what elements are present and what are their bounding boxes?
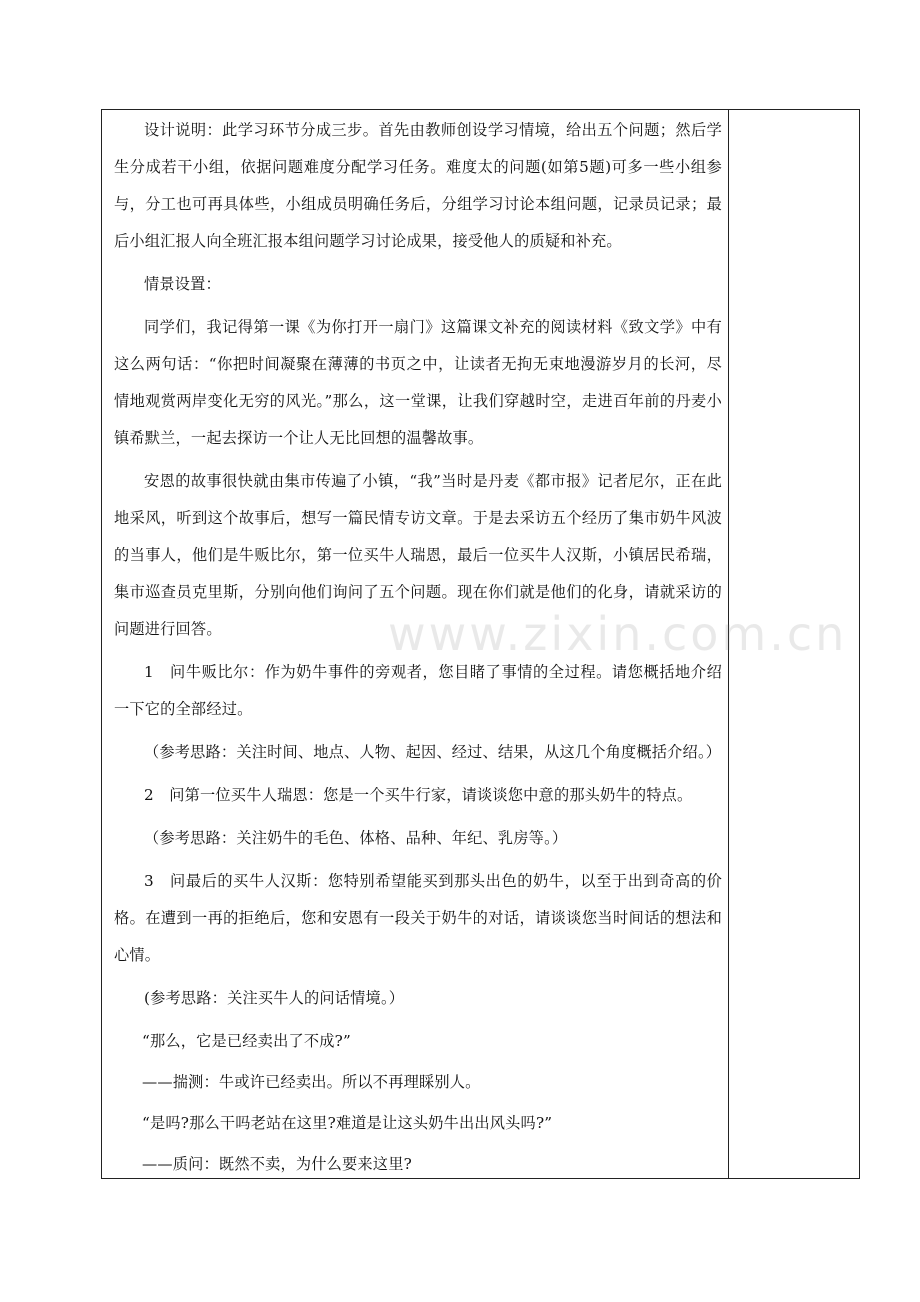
question-2: 2 问第一位买牛人瑞恩：您是一个买牛行家，请谈谈您中意的那头奶牛的特点。 [144,786,693,804]
hint-1: （参考思路：关注时间、地点、人物、起因、经过、结果，从这几个角度概括介绍。） [144,743,722,761]
question-3: 3 问最后的买牛人汉斯：您特别希望能买到那头出色的奶牛，以至于出到奇高的价格。在遭到一再的拒绝后，您和安恩有一段关于奶牛的对话，请谈谈您当时间话的想法和心情。 [114,872,722,964]
dialog-quote-1: “那么，它是已经卖出了不成?” [142,1032,351,1050]
scene-setting-heading: 情景设置： [144,275,221,293]
intro-paragraph: 同学们，我记得第一课《为你打开一扇门》这篇课文补充的阅读材料《致文学》中有这么两句话：“你把时间凝聚在薄薄的书页之中，让读者无拘无束地漫游岁月的长河，尽情地观赏两岸变化无穷的风光。”那么，这一堂课，让我们穿越时空，走进百年前的丹麦小镇希默兰，一起去探访一个让人无比回想的温馨故事。 [114,318,722,447]
hint-2: （参考思路：关注奶牛的毛色、体格、品种、年纪、乳房等。） [144,829,568,847]
dialog-quote-2: “是吗?那么干吗老站在这里?难道是让这头奶牛出出风头吗?” [142,1114,553,1132]
dialog-analysis-2: ——质问：既然不卖，为什么要来这里? [142,1155,412,1173]
side-notes-cell [729,110,859,1178]
document-table [101,109,860,1179]
dialog-analysis-1: ——揣测：牛或许已经卖出。所以不再理睬别人。 [142,1073,481,1091]
watermark: www.zixin.com.cn [388,607,848,661]
main-content-cell [114,112,722,1187]
design-note-paragraph: 设计说明：此学习环节分成三步。首先由教师创设学习情境，给出五个问题；然后学生分成若干小组，依据问题难度分配学习任务。难度太的问题(如第5题)可多一些小组参与，分工也可再具体些，小组成员明确任务后，分组学习讨论本组问题，记录员记录；最后小组汇报人向全班汇报本组问题学习讨论成果，接受他人的质疑和补充。 [114,121,722,250]
hint-3: (参考思路：关注买牛人的问话情境。） [144,989,405,1007]
story-paragraph: 安恩的故事很快就由集市传遍了小镇，“我”当时是丹麦《都市报》记者尼尔，正在此地采风，听到这个故事后，想写一篇民情专访文章。于是去采访五个经历了集市奶牛风波的当事人，他们是牛贩比尔，第一位买牛人瑞恩，最后一位买牛人汉斯，小镇居民希瑞，集市巡查员克里斯，分别向他们询问了五个问题。现在你们就是他们的化身，请就采访的问题进行回答。 [114,472,722,638]
question-1: 1 问牛贩比尔：作为奶牛事件的旁观者，您目睹了事情的全过程。请您概括地介绍一下它的全部经过。 [114,663,722,718]
